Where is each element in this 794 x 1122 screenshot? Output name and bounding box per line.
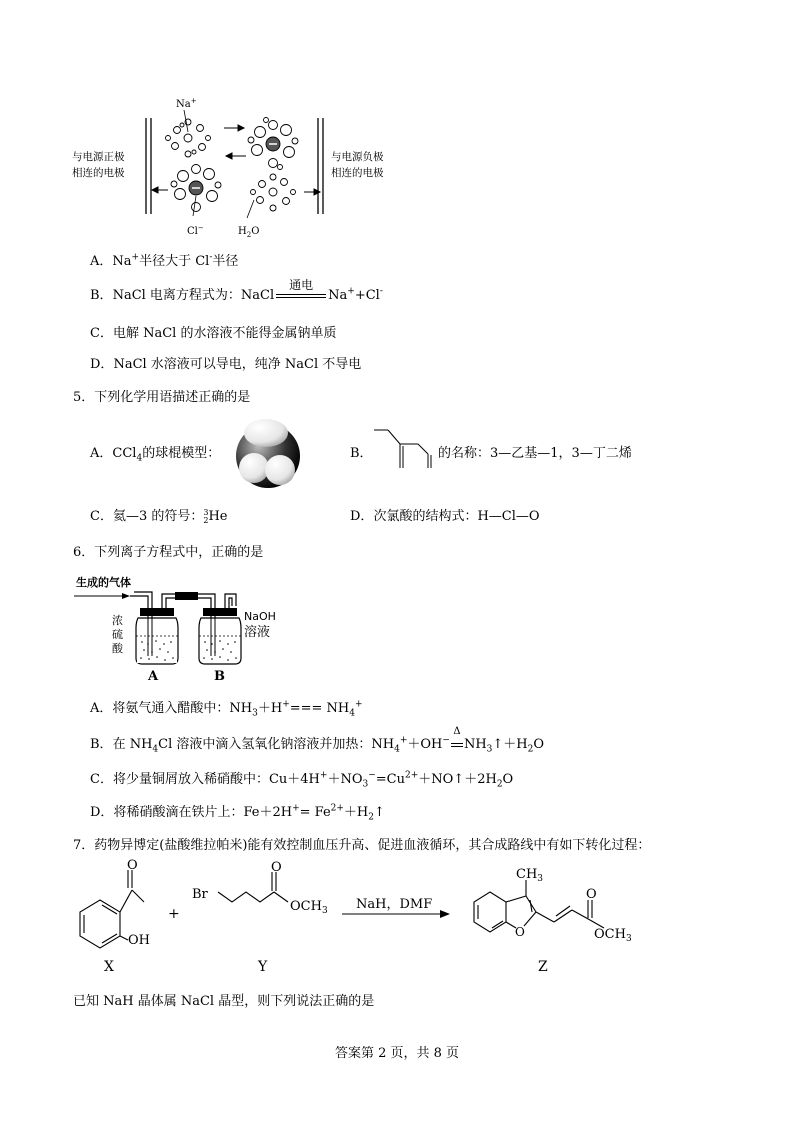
water-label: $H_2O$	[238, 226, 260, 239]
compound-y-label: Y	[258, 959, 268, 975]
heating-arrow: Δ	[450, 737, 464, 752]
q6-option-d: D．将稀硝酸滴在铁片上：$Fe+2H^+= Fe^{2+}+H_2↑$	[90, 803, 385, 823]
right-electrode	[318, 118, 323, 214]
compound-z-label: Z	[538, 959, 548, 975]
q5-option-b-letter: B．	[350, 446, 373, 461]
compound-y-structure	[218, 872, 288, 902]
hydrated-na-ion-bottom	[251, 174, 296, 211]
bottle-b	[199, 608, 241, 664]
right-electrode-label-1: 与电源负极	[331, 151, 384, 163]
q4-option-a: A．Na+半径大于 Cl-半径	[90, 252, 239, 269]
q5-b-skeletal-structure	[370, 424, 438, 470]
right-electrode-label-2: 相连的电极	[331, 167, 384, 179]
left-electrode-label-2: 相连的电极	[72, 167, 125, 179]
page-footer: 答案第 2 页，共 8 页	[334, 1046, 460, 1061]
bottle-b-label: B	[214, 669, 225, 684]
q5-option-a: A．CCl$_4$的球棍模型：	[90, 446, 221, 464]
reagent-label: NaH，DMF	[356, 897, 433, 912]
naoh-label-2: 溶液	[244, 625, 271, 640]
q4-option-d: D．NaCl 水溶液可以导电，纯净 NaCl 不导电	[90, 357, 362, 372]
q4-option-c: C．电解 NaCl 的水溶液不能得金属钠单质	[90, 326, 337, 341]
q4-option-b: B．NaCl 电离方程式为：NaCl 通电 Na++Cl-	[90, 278, 383, 303]
plus-sign: +	[168, 906, 180, 922]
nacl-hydration-figure	[60, 92, 420, 242]
q5-option-b-text: 的名称：3—乙基—1，3—丁二烯	[438, 446, 632, 461]
y-br-label: Br	[192, 887, 208, 902]
na-ion-label: Na+	[176, 97, 197, 110]
y-och3-label: $OCH_3$	[290, 899, 328, 916]
bottle-a-label: A	[148, 669, 159, 684]
q7-stem: 7．药物异博定(盐酸维拉帕米)能有效控制血压升高、促进血液循环，其合成路线中有如下转化过程：	[73, 838, 651, 853]
cl-ion-label: Cl−	[187, 224, 204, 237]
left-electrode-label-1: 与电源正极	[72, 151, 125, 163]
z-carbonyl-o: O	[586, 887, 597, 902]
z-ch3-label: $CH_3$	[516, 867, 544, 884]
left-electrode	[146, 118, 151, 214]
z-och3-label: $OCH_3$	[594, 927, 632, 944]
hydrated-na-ion-top	[166, 119, 211, 157]
q7-known-condition: 已知 NaH 晶体属 NaCl 晶型，则下列说法正确的是	[73, 994, 375, 1009]
helium-nuclide-numbers: 3 2	[203, 507, 209, 525]
electrolysis-arrow: 通电	[274, 288, 328, 303]
gas-label: 生成的气体	[76, 576, 131, 589]
q6-option-b: B．在 $NH_4Cl$ 溶液中滴入氢氧化钠溶液并加热：$NH_4^++OH^-$ Δ $NH_3↑+H_2O$	[90, 726, 545, 755]
x-oh-label: OH	[128, 933, 150, 948]
q5-option-d: D．次氯酸的结构式：H—Cl—O	[350, 509, 540, 524]
acid-label-3: 酸	[112, 642, 123, 655]
z-ring-o-label: O	[515, 925, 525, 939]
q6-option-c: C．将少量铜屑放入稀硝酸中：$Cu+4H^++NO_3^-=Cu^{2+}+NO↑+2H_2O$	[90, 770, 514, 790]
x-carbonyl-o: O	[127, 858, 138, 873]
q6-option-a: A．将氨气通入醋酸中：$NH_3+H^+=== NH_4^+$	[90, 699, 363, 719]
reaction-arrow-head	[440, 910, 450, 918]
compound-x-label: X	[104, 959, 114, 975]
naoh-label-1: NaOH	[244, 610, 276, 623]
q6-stem: 6．下列离子方程式中，正确的是	[73, 545, 264, 560]
reaction-scheme	[60, 858, 740, 978]
q5-stem: 5．下列化学用语描述正确的是	[73, 390, 251, 405]
y-carbonyl-o: O	[271, 860, 282, 875]
bottle-a	[136, 608, 178, 664]
gas-wash-bottles-figure	[70, 572, 290, 684]
acid-label-2: 硫	[112, 628, 123, 641]
acid-label-1: 浓	[112, 614, 123, 627]
q5-option-c: C．氦—3 的符号： 3 2 He	[90, 507, 228, 525]
ccl4-space-filling-model	[228, 418, 308, 492]
compound-z-structure	[474, 880, 604, 932]
